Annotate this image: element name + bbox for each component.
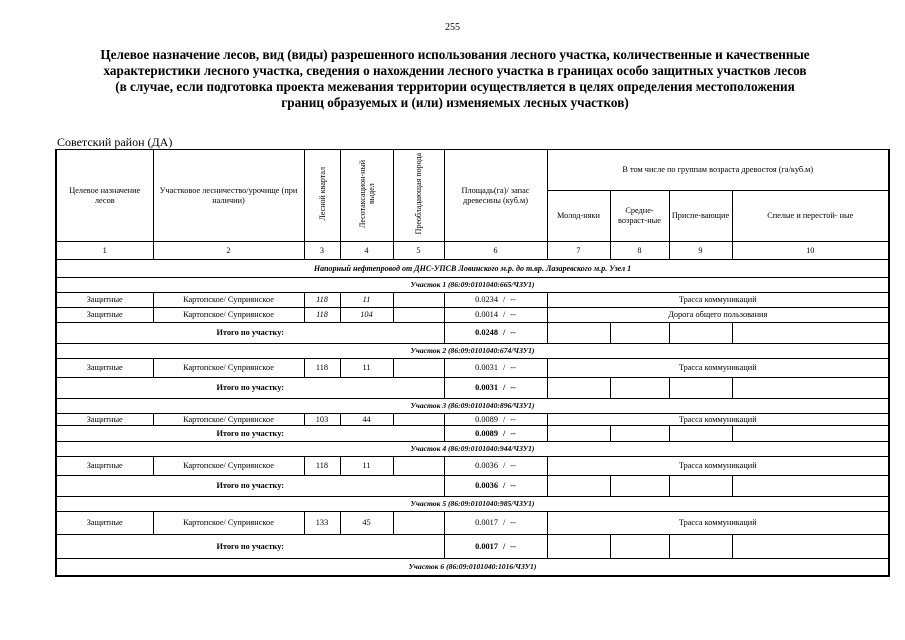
cell-quarter: 118 bbox=[304, 308, 340, 323]
district-label: Советский район (ДА) bbox=[57, 135, 173, 149]
empty-cell bbox=[547, 323, 610, 344]
page-number: 255 bbox=[445, 22, 460, 33]
total-area: 0.0036 / -- bbox=[444, 476, 547, 497]
cell-area: 0.0014 / -- bbox=[444, 308, 547, 323]
cell-note: Трасса коммуникаций bbox=[547, 293, 889, 308]
cell-purpose: Защитные bbox=[56, 414, 153, 426]
empty-cell bbox=[732, 535, 889, 559]
header-forestry: Участковое лесничество/урочище (при наличии) bbox=[153, 150, 304, 242]
total-area: 0.0017 / -- bbox=[444, 535, 547, 559]
empty-cell bbox=[547, 378, 610, 399]
object-name: Напорный нефтепровод от ДНС-УПСВ Ловинского м.р. до т.вр. Лазаревского м.р. Узел 1 bbox=[56, 260, 889, 278]
column-number: 3 bbox=[304, 242, 340, 260]
cell-species bbox=[393, 414, 444, 426]
total-label: Итого по участку: bbox=[56, 323, 444, 344]
header-age-groups: В том числе по группам возраста древостоя (га/куб.м) bbox=[547, 150, 889, 191]
empty-cell bbox=[610, 476, 669, 497]
cell-forestry: Картопское/ Суприянское bbox=[153, 457, 304, 476]
title-line: границ образуемых и (или) изменяемых лесных участков) bbox=[281, 95, 629, 110]
total-area: 0.0031 / -- bbox=[444, 378, 547, 399]
cell-quarter: 133 bbox=[304, 512, 340, 535]
empty-cell bbox=[669, 426, 732, 442]
plot-title: Участок 6 (86:09:0101040:1016/ЧЗУ1) bbox=[56, 559, 889, 577]
cell-purpose: Защитные bbox=[56, 308, 153, 323]
empty-cell bbox=[732, 323, 889, 344]
cell-purpose: Защитные bbox=[56, 359, 153, 378]
header-maturing: Приспе-вающие bbox=[669, 191, 732, 242]
cell-section: 45 bbox=[340, 512, 393, 535]
cell-note: Дорога общего пользования bbox=[547, 308, 889, 323]
plot-title: Участок 5 (86:09:0101040:985/ЧЗУ1) bbox=[56, 497, 889, 512]
cell-section: 104 bbox=[340, 308, 393, 323]
cell-area: 0.0036 / -- bbox=[444, 457, 547, 476]
title-line: (в случае, если подготовка проекта межевания территории осуществляется в целях определения местоположения bbox=[115, 79, 795, 94]
cell-forestry: Картопское/ Суприянское bbox=[153, 359, 304, 378]
total-label: Итого по участку: bbox=[56, 426, 444, 442]
empty-cell bbox=[610, 378, 669, 399]
cell-species bbox=[393, 308, 444, 323]
empty-cell bbox=[669, 378, 732, 399]
cell-quarter: 118 bbox=[304, 293, 340, 308]
column-number: 10 bbox=[732, 242, 889, 260]
forest-plots-table bbox=[55, 149, 890, 577]
column-number: 5 bbox=[393, 242, 444, 260]
cell-area: 0.0234 / -- bbox=[444, 293, 547, 308]
column-number: 8 bbox=[610, 242, 669, 260]
empty-cell bbox=[547, 476, 610, 497]
cell-note: Трасса коммуникаций bbox=[547, 457, 889, 476]
header-young: Молод-няки bbox=[547, 191, 610, 242]
cell-purpose: Защитные bbox=[56, 293, 153, 308]
cell-note: Трасса коммуникаций bbox=[547, 359, 889, 378]
cell-purpose: Защитные bbox=[56, 457, 153, 476]
cell-note: Трасса коммуникаций bbox=[547, 512, 889, 535]
column-number: 4 bbox=[340, 242, 393, 260]
cell-section: 11 bbox=[340, 293, 393, 308]
header-purpose: Целевое назначение лесов bbox=[56, 150, 153, 242]
cell-area: 0.0031 / -- bbox=[444, 359, 547, 378]
empty-cell bbox=[669, 323, 732, 344]
total-label: Итого по участку: bbox=[56, 476, 444, 497]
plot-title: Участок 2 (86:09:0101040:674/ЧЗУ1) bbox=[56, 344, 889, 359]
cell-species bbox=[393, 512, 444, 535]
cell-section: 11 bbox=[340, 457, 393, 476]
total-area: 0.0248 / -- bbox=[444, 323, 547, 344]
empty-cell bbox=[610, 426, 669, 442]
title-line: Целевое назначение лесов, вид (виды) разрешенного использования лесного участка, количественные и качественные bbox=[100, 47, 810, 62]
empty-cell bbox=[732, 378, 889, 399]
cell-species bbox=[393, 293, 444, 308]
cell-species bbox=[393, 359, 444, 378]
column-number: 9 bbox=[669, 242, 732, 260]
header-species: Преобладающая порода bbox=[393, 150, 444, 242]
empty-cell bbox=[547, 535, 610, 559]
column-number: 1 bbox=[56, 242, 153, 260]
empty-cell bbox=[610, 535, 669, 559]
total-label: Итого по участку: bbox=[56, 378, 444, 399]
column-number: 2 bbox=[153, 242, 304, 260]
cell-section: 44 bbox=[340, 414, 393, 426]
empty-cell bbox=[669, 476, 732, 497]
empty-cell bbox=[610, 323, 669, 344]
cell-species bbox=[393, 457, 444, 476]
cell-section: 11 bbox=[340, 359, 393, 378]
empty-cell bbox=[732, 476, 889, 497]
column-number: 7 bbox=[547, 242, 610, 260]
cell-forestry: Картопское/ Суприянское bbox=[153, 414, 304, 426]
plot-title: Участок 1 (86:09:0101040:665/ЧЗУ1) bbox=[56, 278, 889, 293]
empty-cell bbox=[732, 426, 889, 442]
cell-area: 0.0017 / -- bbox=[444, 512, 547, 535]
cell-quarter: 118 bbox=[304, 359, 340, 378]
total-label: Итого по участку: bbox=[56, 535, 444, 559]
header-area: Площадь(га)/ запас древесины (куб.м) bbox=[444, 150, 547, 242]
plot-title: Участок 4 (86:09:0101040:944/ЧЗУ1) bbox=[56, 442, 889, 457]
plot-title: Участок 3 (86:09:0101040:896/ЧЗУ1) bbox=[56, 399, 889, 414]
empty-cell bbox=[547, 426, 610, 442]
cell-note: Трасса коммуникаций bbox=[547, 414, 889, 426]
cell-area: 0.0089 / -- bbox=[444, 414, 547, 426]
header-quarter: Лесной квартал bbox=[304, 150, 340, 242]
cell-forestry: Картопское/ Суприянское bbox=[153, 512, 304, 535]
cell-forestry: Картопское/ Суприянское bbox=[153, 308, 304, 323]
header-middle: Средне-возраст-ные bbox=[610, 191, 669, 242]
header-mature: Спелые и перестой- ные bbox=[732, 191, 889, 242]
cell-forestry: Картопское/ Суприянское bbox=[153, 293, 304, 308]
empty-cell bbox=[669, 535, 732, 559]
header-section: Лесотаксацион-ный выдел bbox=[340, 150, 393, 242]
cell-purpose: Защитные bbox=[56, 512, 153, 535]
title-line: характеристики лесного участка, сведения о нахождении лесного участка в границах особо защитных участков лесов bbox=[103, 63, 807, 78]
column-number: 6 bbox=[444, 242, 547, 260]
document-title bbox=[55, 47, 855, 111]
cell-quarter: 118 bbox=[304, 457, 340, 476]
cell-quarter: 103 bbox=[304, 414, 340, 426]
total-area: 0.0089 / -- bbox=[444, 426, 547, 442]
